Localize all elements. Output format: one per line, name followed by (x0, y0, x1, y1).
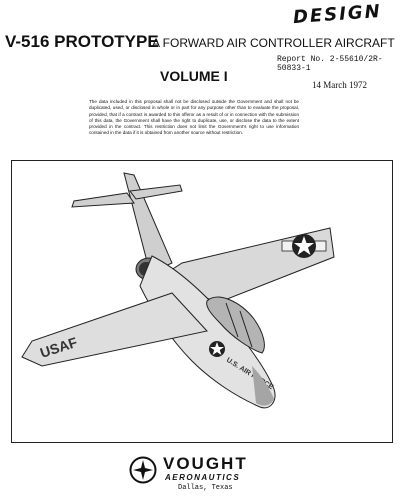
restriction-notice: The data included in this proposal shall not be disclosed outside the Government and shall not be duplicated, used, or disclosed in whole or in part for any purpose other than to evaluate the proposal, provided, that if a contract is awarded to this offeror as a result of or in connection with the submission of this data, the Government shall have the right to duplicate, use, or disclose the data to the extent provided in the contract. This restriction does not limit the Government's right to use information contained in the data if it is obtained from another source without restriction. (89, 99, 299, 136)
volume-heading: VOLUME I (160, 68, 228, 84)
wing-marking: USAF (37, 333, 80, 361)
left-stabilizer (72, 193, 134, 207)
fuselage-insignia-icon (209, 341, 225, 357)
company-location: Dallas, Texas (178, 484, 233, 492)
report-date: 14 March 1972 (312, 80, 367, 90)
vought-logo-icon (129, 456, 157, 484)
aircraft-photo (11, 160, 393, 443)
document-title: V-516 PROTOTYPE (5, 32, 159, 51)
brand-subtitle: AERONAUTICS (165, 473, 241, 482)
aircraft-illustration (12, 161, 392, 442)
design-stamp: DESIGN (292, 0, 383, 29)
document-subtitle: A FORWARD AIR CONTROLLER AIRCRAFT (152, 36, 395, 50)
brand-name: VOUGHT (163, 454, 248, 473)
report-number: Report No. 2-55610/2R-50833-1 (277, 55, 383, 73)
fuselage-marking: U.S. AIR FORCE (224, 356, 275, 392)
